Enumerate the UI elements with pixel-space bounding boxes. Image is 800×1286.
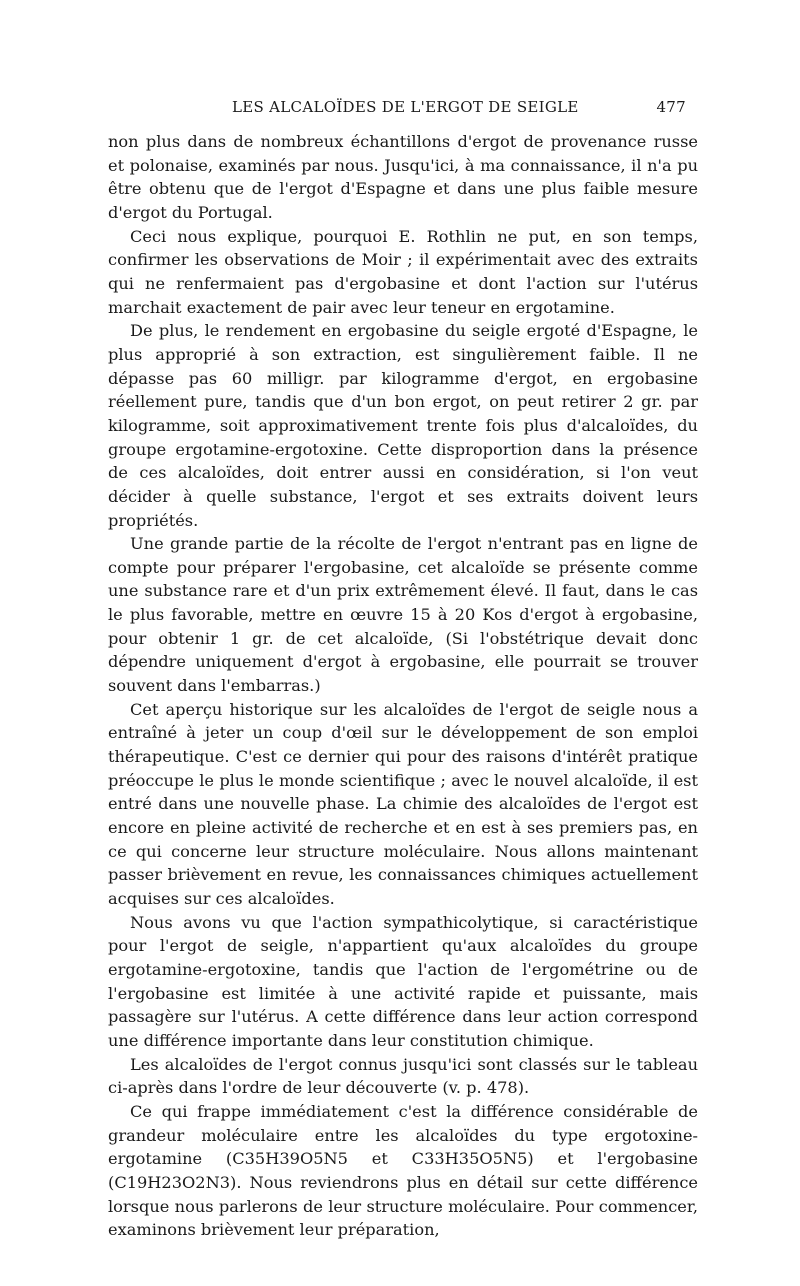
paragraph-grandeur: Ce qui frappe immédiatement c'est la différence considérable de grandeur moléculaire entre les alcaloïdes du type ergotoxine-ergotamine (C35H39O5N5 et C33H35O5N5) et l'ergobasine (C19H23O2N3). Nous reviendrons plus en détail sur cette différence lorsque nous parlerons de leur structure moléculaire. Pour commencer, examinons brièvement leur préparation, (108, 1101, 698, 1240)
paragraph-action: Nous avons vu que l'action sympathicolytique, si caractéristique pour l'ergot de seigle, n'appartient qu'aux alcaloïdes du groupe ergotamine-ergotoxine, tandis que l'action de l'ergométrine ou de l'ergobasine est limitée à une activité rapide et puissante, mais passagère sur l'utérus. A cette différence dans leur action correspond une différence importante dans leur constitution chimique. (108, 912, 698, 1050)
paragraph-rothlin: Ceci nous explique, pourquoi E. Rothlin ne put, en son temps, confirmer les observations de Moir ; il expérimentait avec des extraits qui ne renfermaient pas d'ergobasine et dont l'action sur l'utérus marchait exactement de pair avec leur teneur en ergotamine. (108, 226, 698, 317)
paragraph-tableau: Les alcaloïdes de l'ergot connus jusqu'ici sont classés sur le tableau ci-après dans l'ordre de leur découverte (v. p. 478). (108, 1054, 698, 1098)
body-text (108, 130, 698, 1242)
paragraph-rendement: De plus, le rendement en ergobasine du seigle ergoté d'Espagne, le plus approprié à son extraction, est singulièrement faible. Il ne dépasse pas 60 milligr. par kilogramme d'ergot, en ergobasine réellement pure, tandis que d'un bon ergot, on peut retirer 2 gr. par kilogramme, soit approximativement trente fois plus d'alcaloïdes, du groupe ergotamine-ergotoxine. Cette disproportion dans la présence de ces alcaloïdes, doit entrer aussi en considération, si l'on veut décider à quelle substance, l'ergot et ses extraits doivent leurs propriétés. (108, 321, 698, 530)
paragraph-recolte: Une grande partie de la récolte de l'ergot n'entrant pas en ligne de compte pour préparer l'ergobasine, cet alcaloïde se présente comme une substance rare et d'un prix extrêmement élevé. Il faut, dans le cas le plus favorable, mettre en œuvre 15 à 20 Kos d'ergot à ergobasine, pour obtenir 1 gr. de cet alcaloïde, (Si l'obstétrique devait donc dépendre uniquement d'ergot à ergobasine, elle pourrait se trouver souvent dans l'embarras.) (108, 534, 698, 696)
paragraph-apercu: Cet aperçu historique sur les alcaloïdes de l'ergot de seigle nous a entraîné à jeter un coup d'œil sur le développement de son emploi thérapeutique. C'est ce dernier qui pour des raisons d'intérêt pratique préoccupe le plus le monde scientifique ; avec le nouvel alcaloïde, il est entré dans une nouvelle phase. La chimie des alcaloïdes de l'ergot est encore en pleine activité de recherche et en est à ses premiers pas, en ce qui concerne leur structure moléculaire. Nous allons maintenant passer brièvement en revue, les connaissances chimiques actuellement acquises sur ces alcaloïdes. (108, 699, 698, 908)
paragraph-continuation: non plus dans de nombreux échantillons d'ergot de provenance russe et polonaise, examinés par nous. Jusqu'ici, à ma connaissance, il n'a pu être obtenu que de l'ergot d'Espagne et dans une plus faible mesure d'ergot du Portugal. (108, 132, 698, 222)
running-title: LES ALCALOÏDES DE L'ERGOT DE SEIGLE (232, 98, 579, 116)
page-number: 477 (656, 98, 686, 116)
page-header (108, 98, 686, 122)
